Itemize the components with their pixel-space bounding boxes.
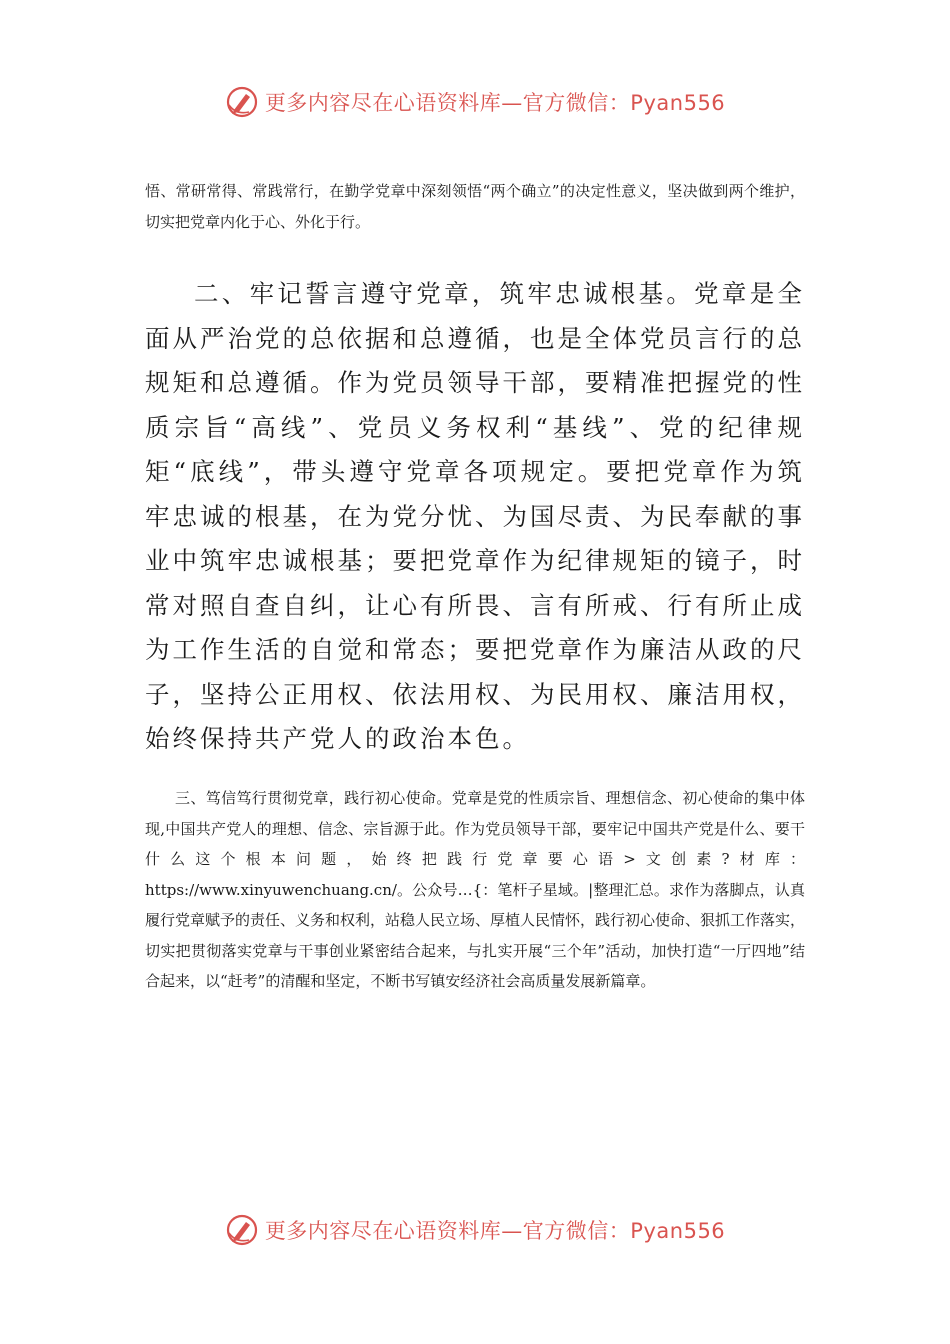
paragraph-section-two: 二、牢记誓言遵守党章，筑牢忠诚根基。党章是全面从严治党的总依据和总遵循，也是全体党员言行的总规矩和总遵循。作为党员领导干部，要精准把握党的性质宗旨“高线”、党员义务权利“基线”、党的纪律规矩“底线”，带头遵守党章各项规定。要把党章作为筑牢忠诚的根基，在为党分忧、为国尽责、为民奉献的事业中筑牢忠诚根基；要把党章作为纪律规矩的镜子，时常对照自查自纠，让心有所畏、言有所戒、行有所止成为工作生活的自觉和常态；要把党章作为廉洁从政的尺子，坚持公正用权、依法用权、为民用权、廉洁用权，始终保持共产党人的政治本色。 — [145, 279, 805, 753]
watermark-banner-top — [0, 80, 950, 124]
watermark-text-top: 更多内容尽在心语资料库—官方微信：Pyan556 — [264, 91, 726, 115]
watermark-banner-bottom — [0, 1208, 950, 1252]
watermark-text-bottom: 更多内容尽在心语资料库—官方微信：Pyan556 — [264, 1219, 726, 1243]
pen-logo-icon — [225, 1213, 259, 1247]
paragraph-section-three: 三、笃信笃行贯彻党章，践行初心使命。党章是党的性质宗旨、理想信念、初心使命的集中体现,中国共产党人的理想、信念、宗旨源于此。作为党员领导干部，要牢记中国共产党是什么、要干什么这个根本问题，始终把践行党章要心语>文创素?材库：https://www.xinyuwenchuang.cn/。公众号…{：笔杆子星域。|整理汇总。求作为落脚点，认真履行党章赋予的责任、义务和权利，站稳人民立场、厚植人民情怀，践行初心使命、狠抓工作落实，切实把贯彻落实党章与干事创业紧密结合起来，与扎实开展“三个年”活动，加快打造“一厅四地”结合起来，以“赶考”的清醒和坚定，不断书写镇安经济社会高质量发展新篇章。 — [145, 789, 806, 990]
pen-logo-icon — [225, 85, 259, 119]
paragraph-continuation: 悟、常研常得、常践常行，在勤学党章中深刻领悟“两个确立”的决定性意义，坚决做到两个维护，切实把党章内化于心、外化于行。 — [145, 182, 805, 231]
watermark-content — [225, 85, 725, 119]
watermark-content — [225, 1213, 725, 1247]
